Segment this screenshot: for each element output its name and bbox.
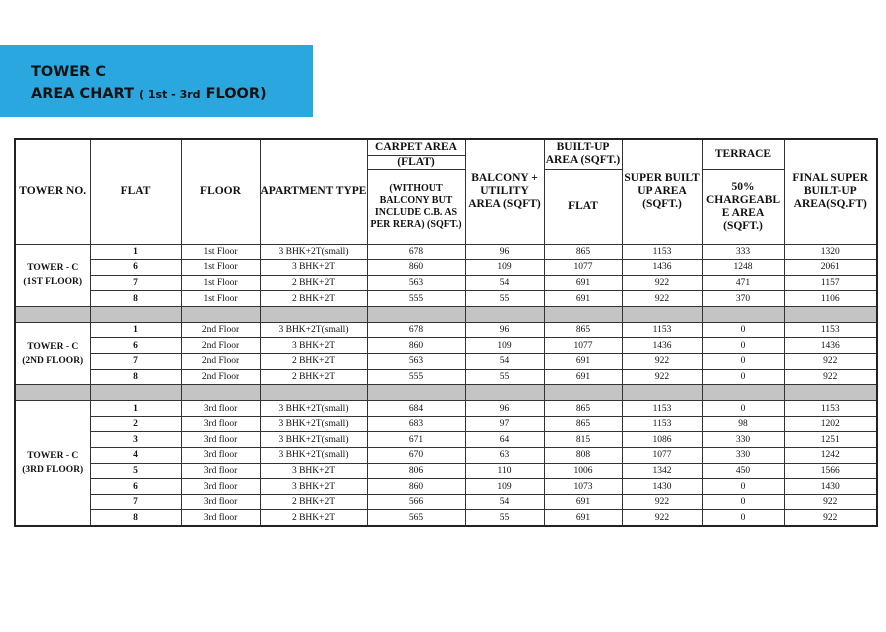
final-cell: 922	[784, 510, 877, 526]
table-row	[15, 416, 877, 432]
carpet-cell: 670	[367, 448, 465, 464]
floor-cell: 2nd Floor	[181, 354, 260, 370]
super-cell: 922	[622, 369, 702, 385]
tower-floor-label: (2ND FLOOR)	[22, 355, 84, 366]
flat-cell: 6	[90, 338, 181, 354]
floor-cell: 3rd floor	[181, 448, 260, 464]
super-cell: 1153	[622, 322, 702, 338]
floor-cell: 3rd floor	[181, 494, 260, 510]
terrace-cell: 0	[702, 322, 784, 338]
terrace-cell: 0	[702, 354, 784, 370]
super-cell: 1086	[622, 432, 702, 448]
title-banner	[0, 45, 313, 117]
final-cell: 1566	[784, 463, 877, 479]
final-cell: 1153	[784, 401, 877, 417]
type-cell: 2 BHK+2T	[260, 275, 367, 291]
type-cell: 3 BHK+2T(small)	[260, 416, 367, 432]
terrace-cell: 0	[702, 369, 784, 385]
flat-cell: 3	[90, 432, 181, 448]
final-cell: 1157	[784, 275, 877, 291]
flat-cell: 8	[90, 369, 181, 385]
tower-floor-label: (3RD FLOOR)	[22, 465, 84, 476]
super-cell: 1153	[622, 416, 702, 432]
balcony-cell: 63	[465, 448, 544, 464]
flat-cell: 7	[90, 275, 181, 291]
balcony-cell: 55	[465, 510, 544, 526]
final-cell: 1106	[784, 291, 877, 307]
table-row	[15, 354, 877, 370]
builtup-cell: 865	[544, 322, 622, 338]
builtup-cell: 691	[544, 494, 622, 510]
balcony-cell: 96	[465, 322, 544, 338]
flat-cell: 8	[90, 510, 181, 526]
terrace-cell: 333	[702, 244, 784, 260]
carpet-cell: 860	[367, 260, 465, 276]
type-cell: 3 BHK+2T	[260, 479, 367, 495]
header-tower-no: TOWER NO.	[15, 139, 90, 244]
banner-subtitle-small: ( 1st - 3rd	[139, 88, 201, 101]
header-balcony: BALCONY + UTILITY AREA (SQFT)	[465, 139, 544, 244]
carpet-cell: 565	[367, 510, 465, 526]
final-cell: 2061	[784, 260, 877, 276]
super-cell: 1436	[622, 260, 702, 276]
table-row	[15, 322, 877, 338]
super-cell: 1430	[622, 479, 702, 495]
floor-cell: 1st Floor	[181, 275, 260, 291]
balcony-cell: 109	[465, 338, 544, 354]
super-cell: 1077	[622, 448, 702, 464]
floor-cell: 3rd floor	[181, 510, 260, 526]
header-terrace-note: 50% CHARGEABL E AREA (SQFT.)	[702, 169, 784, 244]
header-carpet-area-note: (WITHOUT BALCONY BUT INCLUDE C.B. AS PER RERA) (SQFT.)	[367, 169, 465, 244]
flat-cell: 5	[90, 463, 181, 479]
type-cell: 2 BHK+2T	[260, 494, 367, 510]
balcony-cell: 96	[465, 401, 544, 417]
type-cell: 3 BHK+2T(small)	[260, 401, 367, 417]
flat-cell: 1	[90, 401, 181, 417]
header-final-super: FINAL SUPER BUILT-UP AREA(SQ.FT)	[784, 139, 877, 244]
header-apartment-type: APARTMENT TYPE	[260, 139, 367, 244]
flat-cell: 4	[90, 448, 181, 464]
super-cell: 1153	[622, 401, 702, 417]
builtup-cell: 1077	[544, 338, 622, 354]
header-terrace: TERRACE	[702, 139, 784, 169]
tower-label: TOWER - C	[27, 451, 79, 462]
group-separator	[15, 306, 877, 322]
table-row	[15, 401, 877, 417]
header-builtup-area: BUILT-UP AREA (SQFT.)	[544, 139, 622, 169]
area-chart-table	[14, 138, 878, 527]
carpet-cell: 555	[367, 291, 465, 307]
floor-cell: 3rd floor	[181, 432, 260, 448]
header-flat: FLAT	[90, 139, 181, 244]
banner-subtitle-main: AREA CHART	[31, 86, 134, 102]
balcony-cell: 55	[465, 291, 544, 307]
floor-cell: 3rd floor	[181, 463, 260, 479]
final-cell: 922	[784, 494, 877, 510]
carpet-cell: 684	[367, 401, 465, 417]
final-cell: 1251	[784, 432, 877, 448]
final-cell: 1242	[784, 448, 877, 464]
table-row	[15, 291, 877, 307]
table-row	[15, 479, 877, 495]
type-cell: 3 BHK+2T(small)	[260, 322, 367, 338]
banner-subtitle	[31, 86, 267, 102]
floor-cell: 2nd Floor	[181, 369, 260, 385]
table-row	[15, 510, 877, 526]
table-row	[15, 494, 877, 510]
type-cell: 2 BHK+2T	[260, 369, 367, 385]
super-cell: 922	[622, 494, 702, 510]
super-cell: 922	[622, 275, 702, 291]
tower-cell	[15, 244, 90, 306]
carpet-cell: 555	[367, 369, 465, 385]
carpet-cell: 563	[367, 275, 465, 291]
final-cell: 922	[784, 354, 877, 370]
type-cell: 2 BHK+2T	[260, 291, 367, 307]
table-row	[15, 338, 877, 354]
builtup-cell: 691	[544, 510, 622, 526]
final-cell: 1430	[784, 479, 877, 495]
terrace-cell: 0	[702, 479, 784, 495]
type-cell: 2 BHK+2T	[260, 510, 367, 526]
balcony-cell: 97	[465, 416, 544, 432]
tower-floor-label: (1ST FLOOR)	[23, 277, 83, 288]
carpet-cell: 563	[367, 354, 465, 370]
final-cell: 922	[784, 369, 877, 385]
builtup-cell: 865	[544, 416, 622, 432]
final-cell: 1436	[784, 338, 877, 354]
builtup-cell: 691	[544, 275, 622, 291]
terrace-cell: 1248	[702, 260, 784, 276]
table-row	[15, 260, 877, 276]
builtup-cell: 691	[544, 369, 622, 385]
header-builtup-flat: FLAT	[544, 169, 622, 244]
super-cell: 922	[622, 291, 702, 307]
super-cell: 922	[622, 510, 702, 526]
final-cell: 1202	[784, 416, 877, 432]
carpet-cell: 566	[367, 494, 465, 510]
builtup-cell: 1006	[544, 463, 622, 479]
super-cell: 1436	[622, 338, 702, 354]
table-row	[15, 432, 877, 448]
flat-cell: 7	[90, 354, 181, 370]
flat-cell: 2	[90, 416, 181, 432]
table-row	[15, 244, 877, 260]
floor-cell: 1st Floor	[181, 260, 260, 276]
builtup-cell: 691	[544, 354, 622, 370]
floor-cell: 1st Floor	[181, 244, 260, 260]
terrace-cell: 471	[702, 275, 784, 291]
group-separator	[15, 385, 877, 401]
terrace-cell: 0	[702, 401, 784, 417]
table-row	[15, 463, 877, 479]
header-super-built: SUPER BUILT UP AREA (SQFT.)	[622, 139, 702, 244]
flat-cell: 8	[90, 291, 181, 307]
type-cell: 3 BHK+2T(small)	[260, 448, 367, 464]
carpet-cell: 671	[367, 432, 465, 448]
final-cell: 1320	[784, 244, 877, 260]
balcony-cell: 64	[465, 432, 544, 448]
flat-cell: 6	[90, 479, 181, 495]
balcony-cell: 55	[465, 369, 544, 385]
super-cell: 1342	[622, 463, 702, 479]
builtup-cell: 691	[544, 291, 622, 307]
table-body	[15, 244, 877, 526]
terrace-cell: 330	[702, 432, 784, 448]
builtup-cell: 1077	[544, 260, 622, 276]
floor-cell: 3rd floor	[181, 416, 260, 432]
carpet-cell: 806	[367, 463, 465, 479]
balcony-cell: 54	[465, 275, 544, 291]
terrace-cell: 98	[702, 416, 784, 432]
terrace-cell: 330	[702, 448, 784, 464]
carpet-cell: 683	[367, 416, 465, 432]
type-cell: 3 BHK+2T(small)	[260, 244, 367, 260]
flat-cell: 1	[90, 244, 181, 260]
balcony-cell: 109	[465, 260, 544, 276]
terrace-cell: 0	[702, 338, 784, 354]
balcony-cell: 96	[465, 244, 544, 260]
final-cell: 1153	[784, 322, 877, 338]
header-carpet-area-flat: (FLAT)	[367, 155, 465, 169]
builtup-cell: 808	[544, 448, 622, 464]
floor-cell: 3rd floor	[181, 479, 260, 495]
floor-cell: 1st Floor	[181, 291, 260, 307]
balcony-cell: 109	[465, 479, 544, 495]
table-row	[15, 448, 877, 464]
tower-cell	[15, 401, 90, 526]
balcony-cell: 54	[465, 354, 544, 370]
super-cell: 922	[622, 354, 702, 370]
carpet-cell: 678	[367, 244, 465, 260]
builtup-cell: 815	[544, 432, 622, 448]
table-row	[15, 275, 877, 291]
balcony-cell: 110	[465, 463, 544, 479]
tower-label: TOWER - C	[27, 263, 79, 274]
builtup-cell: 1073	[544, 479, 622, 495]
builtup-cell: 865	[544, 401, 622, 417]
terrace-cell: 0	[702, 510, 784, 526]
carpet-cell: 678	[367, 322, 465, 338]
floor-cell: 3rd floor	[181, 401, 260, 417]
flat-cell: 6	[90, 260, 181, 276]
header-floor: FLOOR	[181, 139, 260, 244]
type-cell: 3 BHK+2T(small)	[260, 432, 367, 448]
flat-cell: 7	[90, 494, 181, 510]
tower-cell	[15, 322, 90, 384]
header-carpet-area: CARPET AREA	[367, 139, 465, 155]
banner-title: TOWER C	[31, 64, 106, 80]
table-row	[15, 369, 877, 385]
carpet-cell: 860	[367, 338, 465, 354]
floor-cell: 2nd Floor	[181, 322, 260, 338]
terrace-cell: 0	[702, 494, 784, 510]
type-cell: 3 BHK+2T	[260, 463, 367, 479]
carpet-cell: 860	[367, 479, 465, 495]
tower-label: TOWER - C	[27, 341, 79, 352]
flat-cell: 1	[90, 322, 181, 338]
floor-cell: 2nd Floor	[181, 338, 260, 354]
balcony-cell: 54	[465, 494, 544, 510]
banner-subtitle-end: FLOOR)	[200, 86, 267, 102]
type-cell: 3 BHK+2T	[260, 338, 367, 354]
terrace-cell: 450	[702, 463, 784, 479]
type-cell: 3 BHK+2T	[260, 260, 367, 276]
terrace-cell: 370	[702, 291, 784, 307]
super-cell: 1153	[622, 244, 702, 260]
type-cell: 2 BHK+2T	[260, 354, 367, 370]
builtup-cell: 865	[544, 244, 622, 260]
